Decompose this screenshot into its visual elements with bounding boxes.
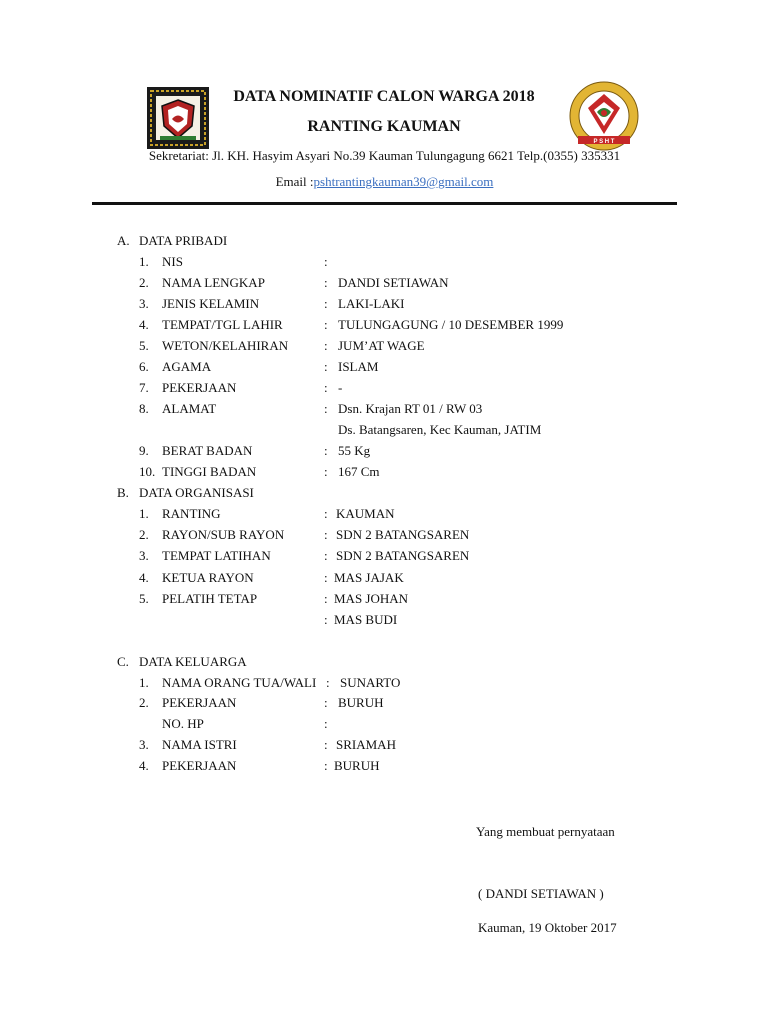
email-line	[92, 174, 677, 190]
email-label: Email :	[275, 174, 314, 189]
row-colon: :	[324, 296, 328, 311]
row-number: 4.	[139, 317, 149, 332]
row-value: ISLAM	[338, 359, 379, 374]
section-a-title: DATA PRIBADI	[139, 233, 228, 248]
row-label: NO. HP	[162, 716, 204, 731]
row-number: 3.	[139, 296, 149, 311]
psht-logo-text: P S H T	[593, 139, 615, 145]
row-number: 5.	[139, 338, 149, 353]
row-number: 1.	[139, 254, 149, 269]
row-number: 1.	[139, 675, 149, 690]
row-value: MAS BUDI	[334, 612, 398, 627]
row-label: NAMA ISTRI	[162, 737, 237, 752]
row-label: NAMA ORANG TUA/WALI	[162, 675, 317, 690]
row-value: Dsn. Krajan RT 01 / RW 03	[338, 401, 483, 416]
row-number: 2.	[139, 695, 149, 710]
row-colon: :	[324, 612, 328, 627]
row-colon: :	[324, 591, 328, 606]
row-colon: :	[326, 675, 330, 690]
row-number: 9.	[139, 443, 149, 458]
row-value-continued: Ds. Batangsaren, Kec Kauman, JATIM	[338, 422, 542, 437]
row-value: SUNARTO	[340, 675, 401, 690]
row-number: 4.	[139, 758, 149, 773]
section-b-letter: B.	[117, 485, 129, 500]
row-label: WETON/KELAHIRAN	[162, 338, 289, 353]
row-colon: :	[324, 359, 328, 374]
row-label: PELATIH TETAP	[162, 591, 258, 606]
row-colon: :	[324, 338, 328, 353]
row-label: AGAMA	[162, 359, 212, 374]
row-colon: :	[324, 275, 328, 290]
row-colon: :	[324, 695, 328, 710]
row-value: SRIAMAH	[336, 737, 396, 752]
header-divider	[92, 202, 677, 205]
row-value: TULUNGAGUNG / 10 DESEMBER 1999	[338, 317, 564, 332]
row-value: MAS JAJAK	[334, 570, 404, 585]
row-colon: :	[324, 401, 328, 416]
row-colon: :	[324, 317, 328, 332]
row-number: 7.	[139, 380, 149, 395]
email-link[interactable]: pshtrantingkauman39@gmail.com	[313, 174, 494, 189]
section-c-letter: C.	[117, 654, 129, 669]
row-number: 2.	[139, 527, 149, 542]
row-colon: :	[324, 548, 328, 563]
row-value: MAS JOHAN	[334, 591, 409, 606]
row-number: 8.	[139, 401, 149, 416]
row-number: 2.	[139, 275, 149, 290]
row-colon: :	[324, 464, 328, 479]
row-number: 3.	[139, 737, 149, 752]
row-label: PEKERJAAN	[162, 380, 237, 395]
row-value: BURUH	[338, 695, 384, 710]
secretariat-address: Sekretariat: Jl. KH. Hasyim Asyari No.39 Kauman Tulungagung 6621 Telp.(0355) 335331	[148, 148, 621, 163]
signature-place-date: Kauman, 19 Oktober 2017	[478, 920, 617, 935]
row-value: KAUMAN	[336, 506, 395, 521]
row-value: -	[338, 380, 343, 395]
row-number: 10.	[139, 464, 156, 479]
row-value: LAKI-LAKI	[338, 296, 405, 311]
section-c-title: DATA KELUARGA	[139, 654, 247, 669]
row-value: 55 Kg	[338, 443, 371, 458]
row-label: PEKERJAAN	[162, 695, 237, 710]
row-label: TEMPAT LATIHAN	[162, 548, 271, 563]
row-value: SDN 2 BATANGSAREN	[336, 548, 470, 563]
signature-name: ( DANDI SETIAWAN )	[478, 886, 604, 901]
section-b-title: DATA ORGANISASI	[139, 485, 254, 500]
row-label: NIS	[162, 254, 183, 269]
row-colon: :	[324, 570, 328, 585]
row-label: JENIS KELAMIN	[162, 296, 260, 311]
row-colon: :	[324, 443, 328, 458]
row-label: NAMA LENGKAP	[162, 275, 265, 290]
row-colon: :	[324, 527, 328, 542]
row-value: BURUH	[334, 758, 380, 773]
row-colon: :	[324, 380, 328, 395]
signature-statement: Yang membuat pernyataan	[476, 824, 615, 839]
row-number: 3.	[139, 548, 149, 563]
row-number: 5.	[139, 591, 149, 606]
row-colon: :	[324, 506, 328, 521]
row-value: SDN 2 BATANGSAREN	[336, 527, 470, 542]
row-value: JUM’AT WAGE	[338, 338, 425, 353]
row-colon: :	[324, 254, 328, 269]
row-colon: :	[324, 737, 328, 752]
row-label: PEKERJAAN	[162, 758, 237, 773]
row-number: 4.	[139, 570, 149, 585]
row-value: 167 Cm	[338, 464, 380, 479]
section-a-letter: A.	[117, 233, 130, 248]
row-number: 1.	[139, 506, 149, 521]
row-label: RANTING	[162, 506, 221, 521]
row-label: RAYON/SUB RAYON	[162, 527, 285, 542]
row-label: TINGGI BADAN	[162, 464, 257, 479]
row-label: TEMPAT/TGL LAHIR	[162, 317, 283, 332]
row-colon: :	[324, 716, 328, 731]
row-number: 6.	[139, 359, 149, 374]
row-label: KETUA RAYON	[162, 570, 254, 585]
row-value: DANDI SETIAWAN	[338, 275, 449, 290]
document-subtitle: RANTING KAUMAN	[307, 118, 461, 135]
row-colon: :	[324, 758, 328, 773]
row-label: ALAMAT	[162, 401, 217, 416]
document-title: DATA NOMINATIF CALON WARGA 2018	[233, 88, 535, 105]
row-label: BERAT BADAN	[162, 443, 253, 458]
